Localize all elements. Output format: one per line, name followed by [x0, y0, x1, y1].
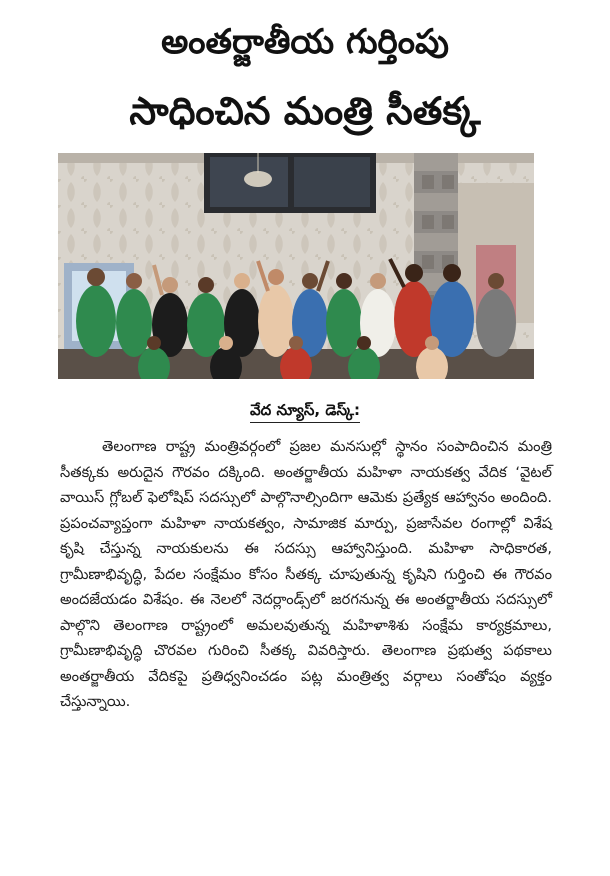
- byline-text: వేద న్యూస్, డెస్క్:: [250, 401, 360, 423]
- article-body: తెలంగాణ రాష్ట్ర మంత్రివర్గంలో ప్రజల మనసుల్లో స్థానం సంపాదించిన మంత్రి సీతక్కకు అరుదైన గౌరవం దక్కింది. అంతర్జాతీయ మహిళా నాయకత్వ వేదిక ‘వైటల్ వాయిస్ గ్లోబల్ ఫెలోషిప్ సదస్సులో పాల్గొనాల్సిందిగా ఆమెకు ప్రత్యేక ఆహ్వానం అందింది. ప్రపంచవ్యాప్తంగా మహిళా నాయకత్వం, సామాజిక మార్పు, ప్రజాసేవల రంగాల్లో విశేష కృషి చేస్తున్న నాయకులను ఈ సదస్సు ఆహ్వానిస్తుంది. మహిళా సాధికారత, గ్రామీణాభివృద్ధి, పేదల సంక్షేమం కోసం సీతక్క చూపుతున్న కృషిని గుర్తించి ఈ గౌరవం అందజేయడం విశేషం. ఈ నెలలో నెదర్లాండ్స్‌లో జరగనున్న ఈ అంతర్జాతీయ సదస్సులో పాల్గొని తెలంగాణ రాష్ట్రంలో అమలవుతున్న మహిళాశిశు సంక్షేమ కార్యక్రమాలు, గ్రామీణాభివృద్ధి చొరవల గురించి సీతక్క వివరిస్తారు. తెలంగాణ ప్రభుత్వ పథకాలు అంతర్జాతీయ వేదికపై ప్రతిధ్వనించడం పట్ల మంత్రిత్వ వర్గాలు సంతోషం వ్యక్తం చేస్తున్నాయి.: [60, 438, 552, 710]
- group-photo: [58, 153, 534, 379]
- byline: [0, 400, 610, 423]
- headline-line-1: అంతర్జాతీయ గుర్తింపు: [161, 22, 449, 62]
- headline-line-2: సాధించిన మంత్రి సీతక్క: [129, 89, 481, 133]
